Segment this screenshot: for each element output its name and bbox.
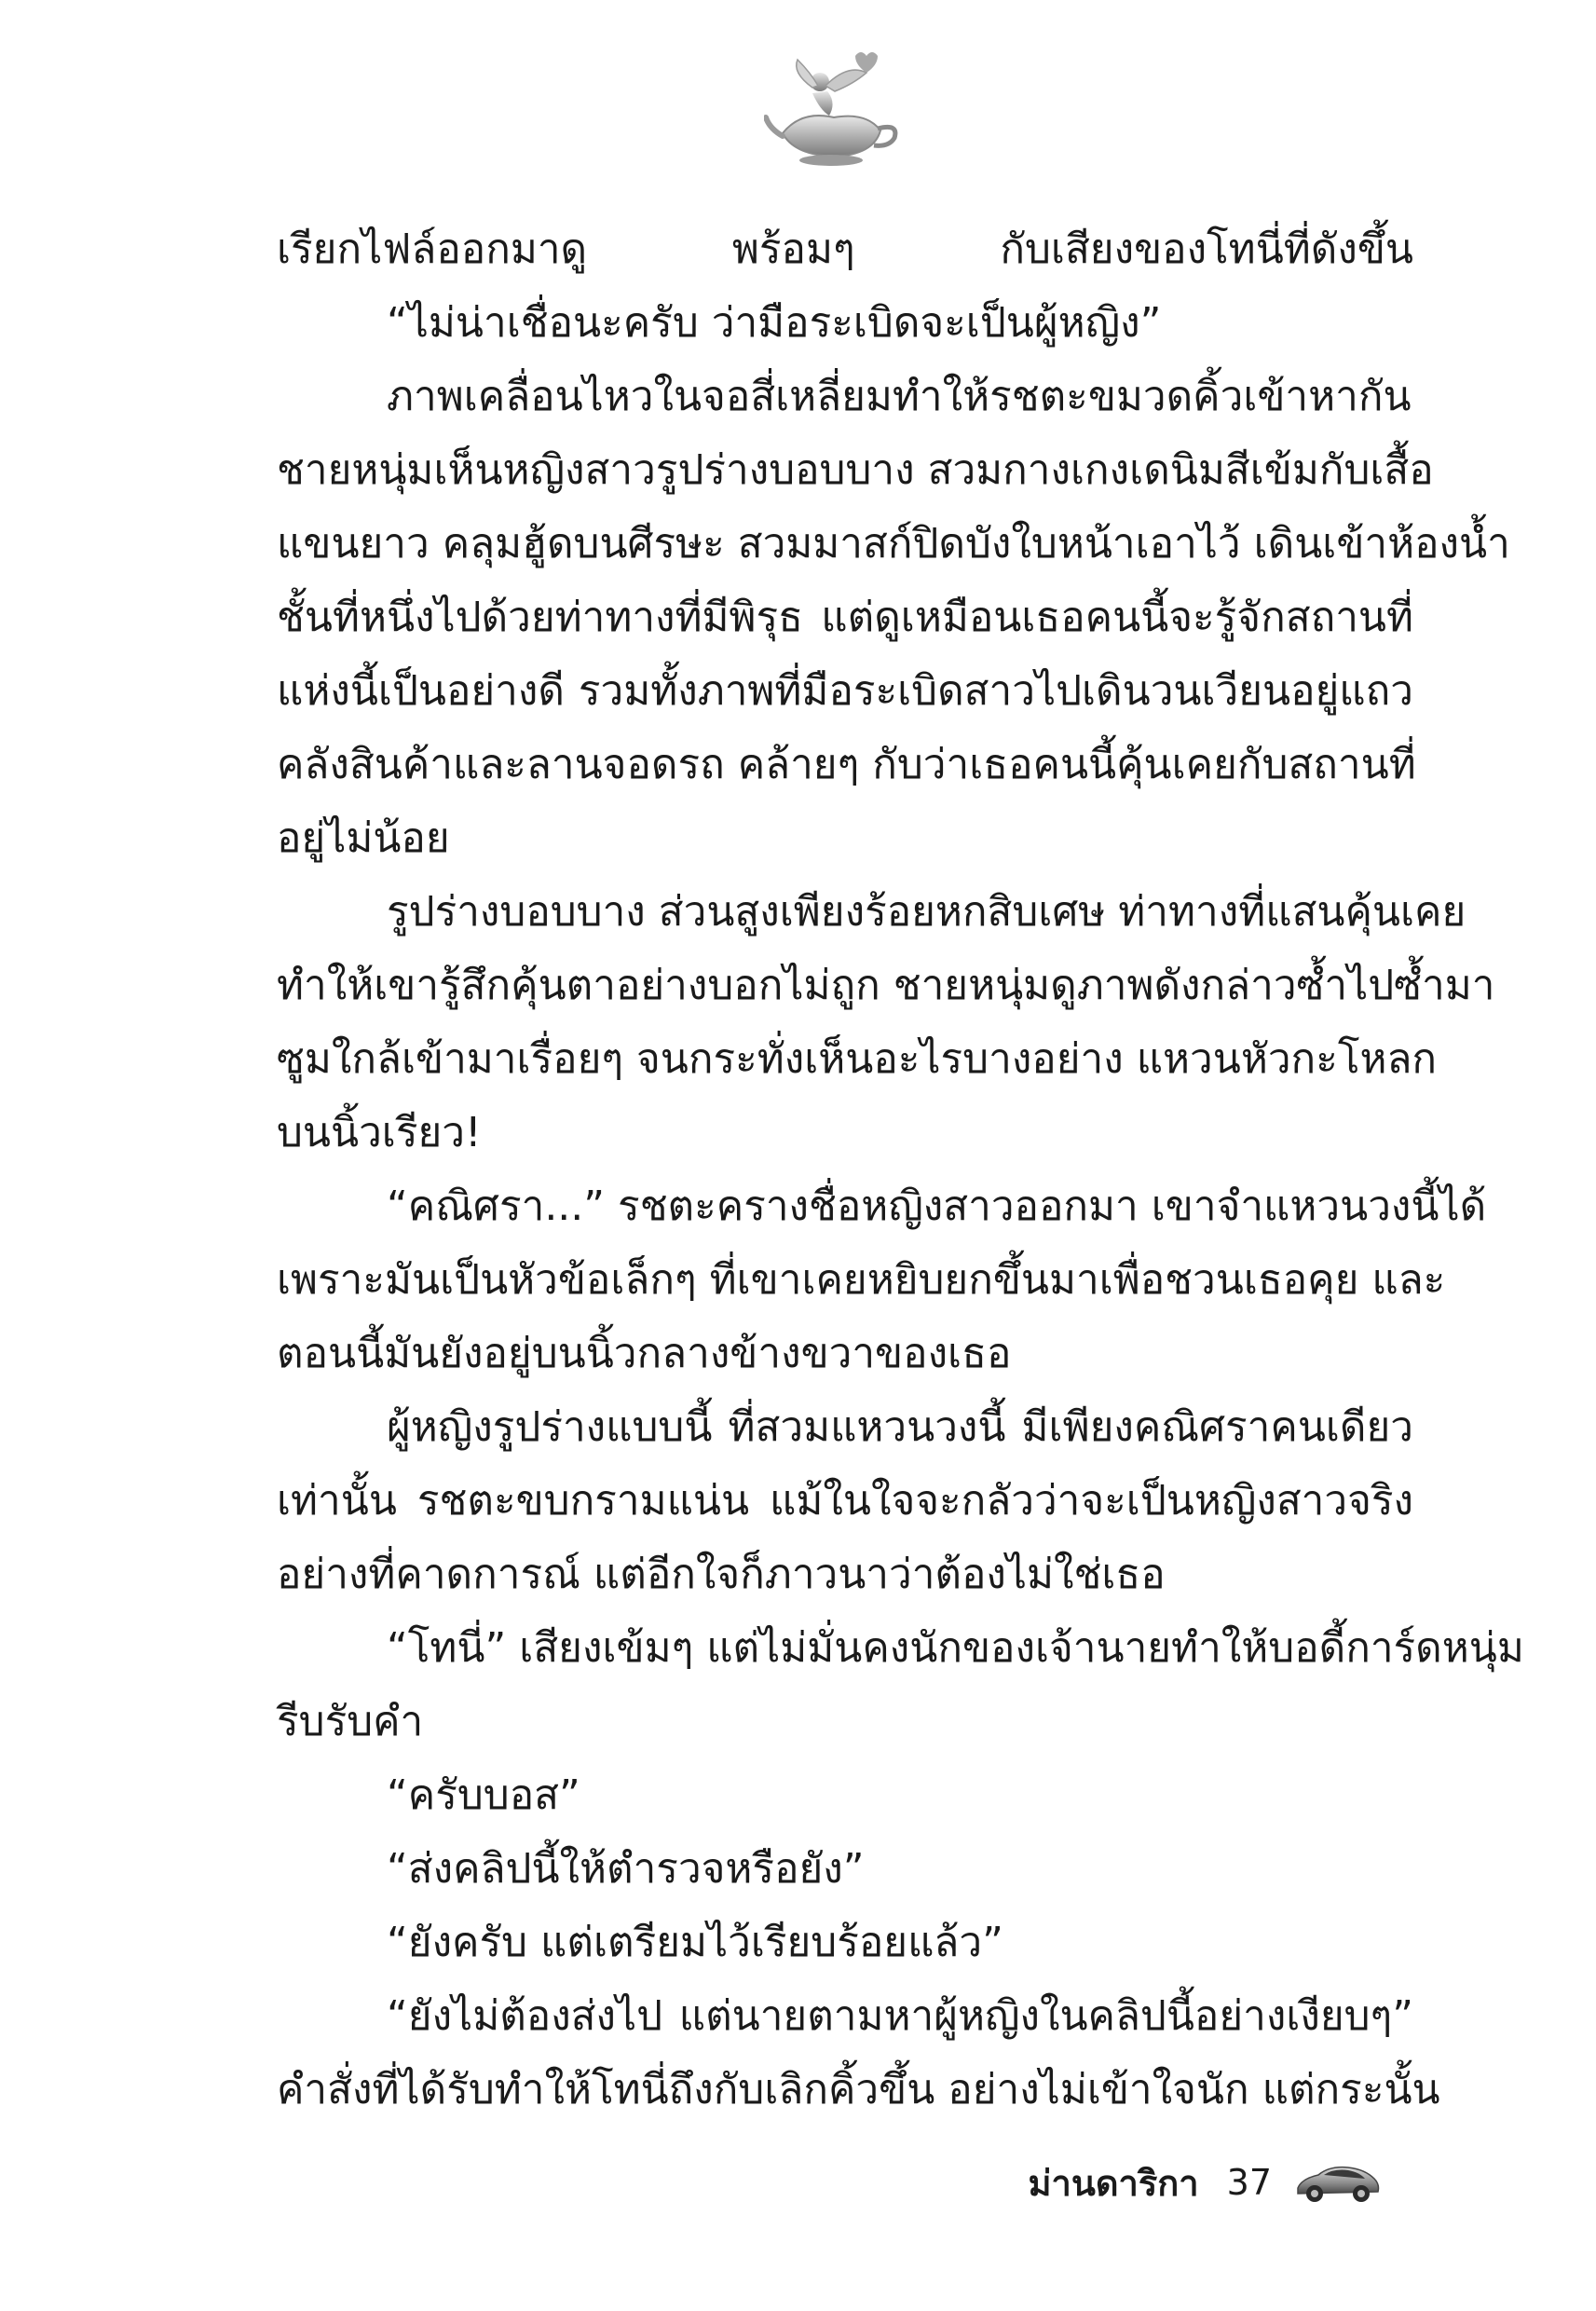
text-line: รีบรับคำ [277,1698,424,1745]
text-line: “คณิศรา...” รชตะครางชื่อหญิงสาวออกมา เขาจำแหวนวงนี้ได้ [387,1183,1487,1230]
text-line: “ส่งคลิปนี้ให้ตำรวจหรือยัง” [387,1845,865,1893]
text-line: เพราะมันเป็นหัวข้อเล็กๆ ที่เขาเคยหยิบยกขึ้นมาเพื่อชวนเธอคุย และ [277,1256,1446,1304]
text-line: ผู้หญิงรูปร่างแบบนี้ ที่สวมแหวนวงนี้ มีเพียงคณิศราคนเดียว [387,1403,1413,1451]
text-line: ทำให้เขารู้สึกคุ้นตาอย่างบอกไม่ถูก ชายหนุ่มดูภาพดังกล่าวซ้ำไปซ้ำมา [277,962,1495,1009]
text-line: ชายหนุ่มเห็นหญิงสาวรูปร่างบอบบาง สวมกางเกงเดนิมสีเข้มกับเสื้อ [277,446,1434,494]
text-line: รูปร่างบอบบาง ส่วนสูงเพียงร้อยหกสิบเศษ ท่าทางที่แสนคุ้นเคย [387,888,1466,936]
text-line: คำสั่งที่ได้รับทำให้โทนี่ถึงกับเลิกคิ้วขึ้น อย่างไม่เข้าใจนัก แต่กระนั้น [277,2066,1440,2113]
text-line: อย่างที่คาดการณ์ แต่อีกใจก็ภาวนาว่าต้องไม่ใช่เธอ [277,1551,1166,1598]
text-line: ซูมใกล้เข้ามาเรื่อยๆ จนกระทั่งเห็นอะไรบางอย่าง แหวนหัวกะโหลก [277,1035,1438,1083]
text-line: ภาพเคลื่อนไหวในจอสี่เหลี่ยมทำให้รชตะขมวดคิ้วเข้าหากัน [387,373,1412,420]
text-line: อยู่ไม่น้อย [277,814,450,862]
text-line: แห่งนี้เป็นอย่างดี รวมทั้งภาพที่มือระเบิดสาวไปเดินวนเวียนอยู่แถว [277,667,1413,715]
text-line: ชั้นที่หนึ่งไปด้วยท่าทางที่มีพิรุธ แต่ดูเหมือนเธอคนนี้จะรู้จักสถานที่ [277,594,1413,641]
text-line: “ยังไม่ต้องส่งไป แต่นายตามหาผู้หญิงในคลิปนี้อย่างเงียบๆ” [387,1992,1413,2040]
sports-car-icon [1292,2154,1382,2210]
text-line: “โทนี่” เสียงเข้มๆ แต่ไม่มั่นคงนักของเจ้านายทำให้บอดี้การ์ดหนุ่ม [387,1624,1524,1672]
text-line: “ครับบอส” [387,1771,580,1819]
text-line: “ไม่น่าเชื่อนะครับ ว่ามือระเบิดจะเป็นผู้หญิง” [387,299,1162,347]
angel-teapot-icon [764,45,904,175]
text-line: แขนยาว คลุมฮู้ดบนศีรษะ สวมมาสก์ปิดบังใบหน้าเอาไว้ เดินเข้าห้องน้ำ [277,520,1510,567]
page-number: 37 [1226,2162,1272,2203]
text-line: เท่านั้น รชตะขบกรามแน่น แม้ในใจจะกลัวว่าจะเป็นหญิงสาวจริง [277,1477,1413,1525]
text-line: บนนิ้วเรียว! [277,1109,482,1156]
text-line: คลังสินค้าและลานจอดรถ คล้ายๆ กับว่าเธอคนนี้คุ้นเคยกับสถานที่ [277,741,1416,788]
text-line: ตอนนี้มันยังอยู่บนนิ้วกลางข้างขวาของเธอ [277,1330,1012,1377]
book-title: ม่านดาริกา [1028,2162,1199,2204]
page-footer [1029,2145,1383,2220]
text-line: เรียกไฟล์ออกมาดู พร้อมๆ กับเสียงของโทนี่ที่ดังขึ้น [277,226,1413,273]
text-line: “ยังครับ แต่เตรียมไว้เรียบร้อยแล้ว” [387,1919,1003,1966]
body-text [277,212,1524,2126]
